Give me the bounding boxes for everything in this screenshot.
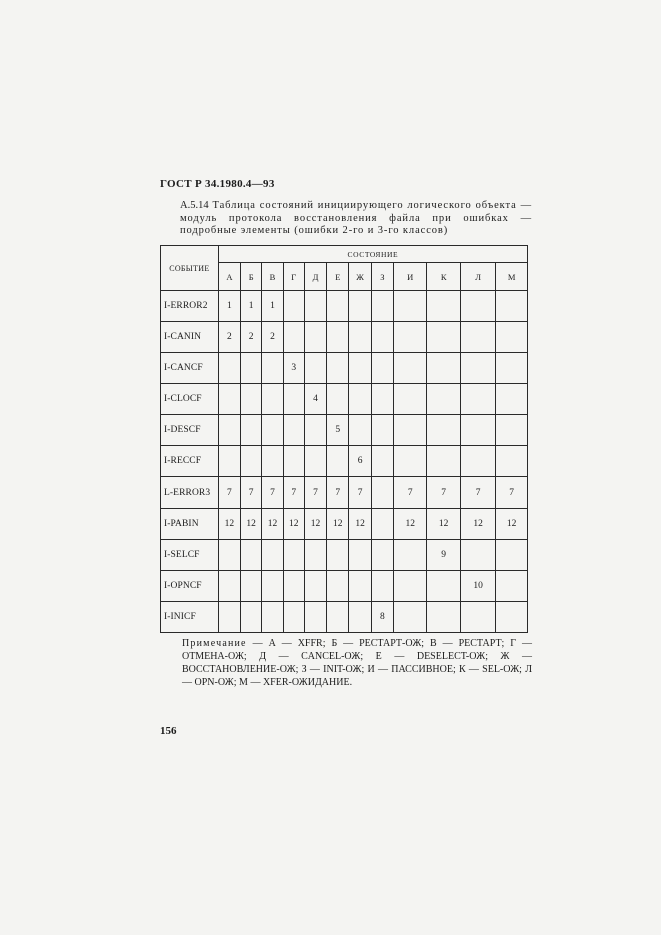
table-cell (327, 291, 349, 322)
table-cell (371, 508, 393, 539)
state-table (160, 245, 528, 633)
table-cell (371, 446, 393, 477)
table-cell (460, 291, 495, 322)
table-cell (349, 601, 371, 632)
table-cell (349, 415, 371, 446)
table-cell (327, 322, 349, 353)
table-cell (496, 539, 528, 570)
table-cell (371, 384, 393, 415)
table-cell (349, 291, 371, 322)
table-cell (394, 415, 427, 446)
table-cell (460, 322, 495, 353)
table-cell: 12 (394, 508, 427, 539)
table-cell: 1 (241, 291, 262, 322)
table-cell (218, 570, 240, 601)
table-cell (427, 446, 460, 477)
table-cell (496, 415, 528, 446)
state-column-header: К (427, 263, 460, 291)
state-column-header: Д (304, 263, 326, 291)
table-cell (427, 322, 460, 353)
event-cell: I-CANCF (161, 353, 219, 384)
table-cell: 7 (460, 477, 495, 508)
table-cell (460, 353, 495, 384)
state-column-header: Г (283, 263, 304, 291)
event-cell: I-CANIN (161, 322, 219, 353)
table-cell (460, 415, 495, 446)
state-column-header: Ж (349, 263, 371, 291)
table-cell: 10 (460, 570, 495, 601)
table-cell (241, 539, 262, 570)
table-cell: 12 (496, 508, 528, 539)
state-column-header: М (496, 263, 528, 291)
event-cell: I-CLOCF (161, 384, 219, 415)
table-cell (349, 570, 371, 601)
event-cell: I-SELCF (161, 539, 219, 570)
table-cell (283, 539, 304, 570)
table-cell (496, 384, 528, 415)
table-row (161, 322, 528, 353)
table-cell (283, 570, 304, 601)
event-cell: I-PABIN (161, 508, 219, 539)
table-cell: 3 (283, 353, 304, 384)
table-cell: 1 (218, 291, 240, 322)
table-cell (427, 415, 460, 446)
table-cell (394, 446, 427, 477)
page-number: 156 (160, 725, 177, 737)
table-cell (460, 384, 495, 415)
table-cell (283, 415, 304, 446)
event-cell: L-ERROR3 (161, 477, 219, 508)
table-cell: 7 (427, 477, 460, 508)
table-cell: 7 (327, 477, 349, 508)
note-label: Примечание (182, 638, 247, 649)
table-cell: 2 (218, 322, 240, 353)
state-column-header: Б (241, 263, 262, 291)
state-column-header: А (218, 263, 240, 291)
table-cell: 7 (394, 477, 427, 508)
table-cell: 7 (218, 477, 240, 508)
table-cell: 12 (460, 508, 495, 539)
table-cell (262, 570, 283, 601)
table-cell (496, 570, 528, 601)
table-cell (304, 353, 326, 384)
table-cell (460, 601, 495, 632)
table-cell (262, 384, 283, 415)
table-row (161, 353, 528, 384)
caption-number: А.5.14 (180, 200, 209, 211)
table-row (161, 508, 528, 539)
state-column-header: Л (460, 263, 495, 291)
table-cell (496, 601, 528, 632)
table-cell: 12 (327, 508, 349, 539)
table-cell: 12 (218, 508, 240, 539)
table-row (161, 477, 528, 508)
table-cell (218, 384, 240, 415)
table-cell (371, 322, 393, 353)
table-cell: 12 (304, 508, 326, 539)
table-cell: 2 (241, 322, 262, 353)
event-cell: I-ERROR2 (161, 291, 219, 322)
table-cell: 9 (427, 539, 460, 570)
event-cell: I-OPNCF (161, 570, 219, 601)
table-cell (241, 446, 262, 477)
table-cell (241, 601, 262, 632)
table-cell (427, 353, 460, 384)
table-cell (283, 291, 304, 322)
state-column-header: В (262, 263, 283, 291)
table-cell (304, 322, 326, 353)
table-cell (427, 570, 460, 601)
table-cell (304, 446, 326, 477)
table-cell (262, 415, 283, 446)
event-cell: I-RECCF (161, 446, 219, 477)
table-cell: 12 (262, 508, 283, 539)
table-cell (218, 446, 240, 477)
table-cell (349, 539, 371, 570)
table-cell (241, 570, 262, 601)
table-cell (349, 353, 371, 384)
table-row (161, 539, 528, 570)
table-cell (241, 384, 262, 415)
document-header: ГОСТ Р 34.1980.4—93 (160, 178, 275, 190)
table-cell (460, 539, 495, 570)
table-cell (283, 322, 304, 353)
table-cell: 4 (304, 384, 326, 415)
table-cell (496, 353, 528, 384)
table-cell: 12 (427, 508, 460, 539)
table-cell (283, 446, 304, 477)
table-row (161, 291, 528, 322)
table-cell: 7 (304, 477, 326, 508)
table-cell (394, 322, 427, 353)
table-cell (327, 353, 349, 384)
table-cell (394, 570, 427, 601)
table-cell (349, 322, 371, 353)
table-cell (371, 570, 393, 601)
table-cell (262, 353, 283, 384)
table-cell: 8 (371, 601, 393, 632)
table-cell: 12 (283, 508, 304, 539)
table-cell (496, 446, 528, 477)
table-cell (371, 539, 393, 570)
table-cell (241, 353, 262, 384)
table-cell (304, 415, 326, 446)
table-cell (496, 322, 528, 353)
table-cell (262, 539, 283, 570)
table-cell (218, 601, 240, 632)
table-cell: 12 (349, 508, 371, 539)
table-cell (262, 446, 283, 477)
table-row (161, 415, 528, 446)
table-cell (241, 415, 262, 446)
table-cell (427, 291, 460, 322)
state-group-header: СОСТОЯНИЕ (218, 246, 527, 263)
note-text: — А — XFFR; Б — РЕСТАРТ-ОЖ; В — РЕСТАРТ; Г — ОТМЕНА-ОЖ; Д — CANCEL-ОЖ; Е — DESELECT-ОЖ; Ж — ВОССТАНОВЛЕНИЕ-ОЖ; З — INIT-ОЖ; И — ПАССИВНОЕ; К — SEL-ОЖ; Л — OPN-ОЖ; М — XFER-ОЖИДАНИЕ. (182, 638, 532, 688)
table-row (161, 570, 528, 601)
table-cell (304, 291, 326, 322)
table-cell (327, 570, 349, 601)
table-cell (218, 353, 240, 384)
table-cell (218, 415, 240, 446)
event-cell: I-DESCF (161, 415, 219, 446)
table-cell: 5 (327, 415, 349, 446)
state-table-body (161, 291, 528, 633)
table-cell (394, 601, 427, 632)
table-note (182, 637, 532, 689)
table-cell (283, 601, 304, 632)
table-cell (262, 601, 283, 632)
table-cell (327, 384, 349, 415)
table-cell: 6 (349, 446, 371, 477)
table-cell: 12 (241, 508, 262, 539)
table-cell (371, 353, 393, 384)
table-cell (304, 539, 326, 570)
state-column-header: Е (327, 263, 349, 291)
table-cell (349, 384, 371, 415)
table-cell: 1 (262, 291, 283, 322)
table-row (161, 601, 528, 632)
table-cell (460, 446, 495, 477)
table-cell (394, 291, 427, 322)
table-cell (427, 601, 460, 632)
table-cell (283, 384, 304, 415)
table-caption (180, 200, 532, 238)
event-column-header: СОБЫТИЕ (161, 246, 219, 291)
table-cell (218, 539, 240, 570)
table-cell: 7 (241, 477, 262, 508)
table-cell (371, 477, 393, 508)
table-cell (304, 570, 326, 601)
table-cell: 2 (262, 322, 283, 353)
state-column-header: З (371, 263, 393, 291)
table-cell (327, 446, 349, 477)
table-cell (371, 415, 393, 446)
table-cell (394, 539, 427, 570)
table-cell (394, 384, 427, 415)
table-row (161, 446, 528, 477)
table-cell (427, 384, 460, 415)
caption-text: Таблица состояний инициирующего логического объекта — модуль протокола восстановления файла при ошибках — подробные элементы (ошибки 2-го и 3-го классов) (180, 200, 532, 237)
table-row (161, 384, 528, 415)
state-column-header: И (394, 263, 427, 291)
table-cell (327, 601, 349, 632)
table-cell: 7 (496, 477, 528, 508)
table-cell: 7 (283, 477, 304, 508)
table-cell (394, 353, 427, 384)
table-cell: 7 (349, 477, 371, 508)
event-cell: I-INICF (161, 601, 219, 632)
table-cell (327, 539, 349, 570)
table-cell (304, 601, 326, 632)
table-cell (371, 291, 393, 322)
table-cell: 7 (262, 477, 283, 508)
table-cell (496, 291, 528, 322)
